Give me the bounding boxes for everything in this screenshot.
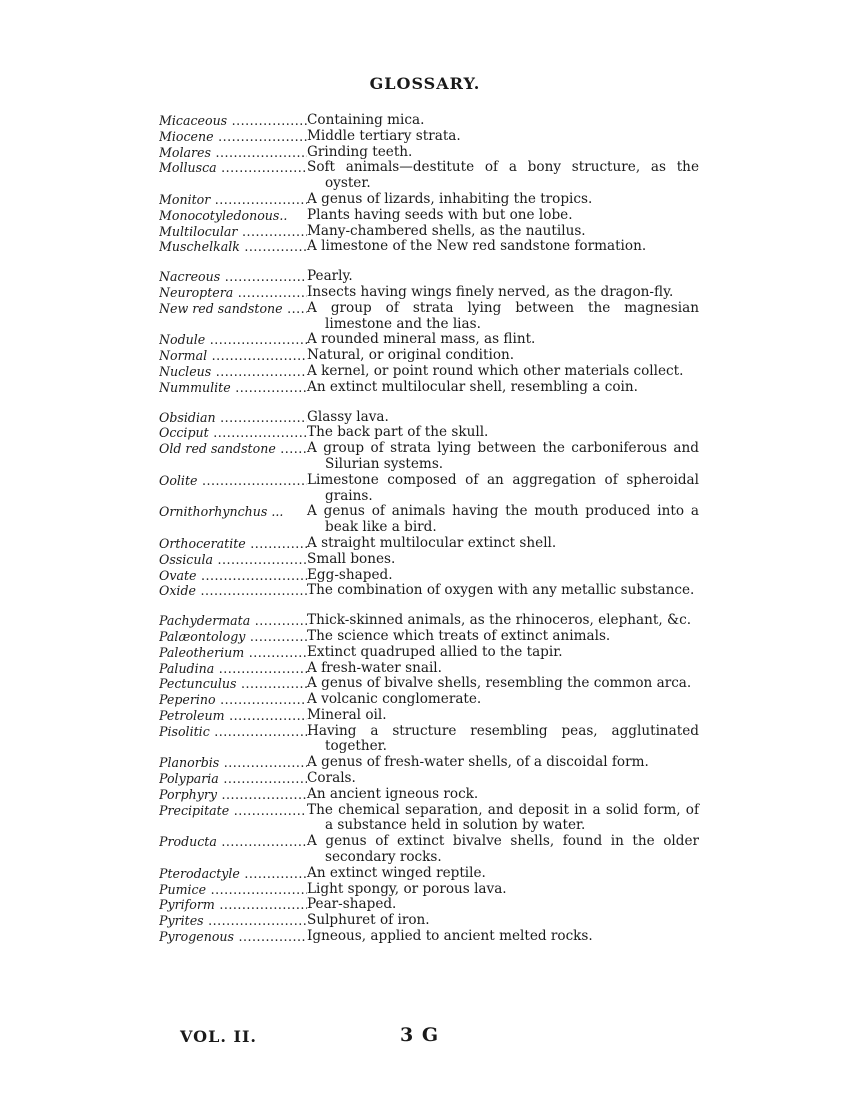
volume-label: VOL. II. bbox=[180, 1027, 257, 1046]
glossary-term: Peperino ..... bbox=[159, 692, 307, 708]
glossary-term: Nacreous ..... bbox=[159, 269, 307, 285]
glossary-definition: Many-chambered shells, as the nautilus. bbox=[307, 222, 586, 239]
glossary-definition: Mineral oil. bbox=[307, 706, 387, 723]
glossary-definition: Glassy lava. bbox=[307, 408, 389, 425]
glossary-term: Nucleus ..... bbox=[159, 364, 307, 380]
glossary-entry bbox=[159, 129, 699, 145]
glossary-definition: A fresh-water snail. bbox=[307, 659, 442, 676]
glossary-definition: Plants having seeds with but one lobe. bbox=[307, 206, 573, 223]
glossary-entry bbox=[159, 301, 699, 333]
glossary-entry bbox=[159, 113, 699, 129]
glossary-entry bbox=[159, 897, 699, 913]
glossary-entry bbox=[159, 645, 699, 661]
glossary-term: Molares ..... bbox=[159, 145, 307, 161]
glossary-term: Monocotyledonous.. bbox=[159, 207, 288, 223]
glossary-term: Petroleum ..... bbox=[159, 708, 307, 724]
glossary-entry bbox=[159, 803, 699, 835]
glossary-term: Pectunculus ..... bbox=[159, 676, 307, 692]
page-title: GLOSSARY. bbox=[369, 74, 481, 93]
glossary-entry bbox=[159, 866, 699, 882]
glossary-entry bbox=[159, 285, 699, 301]
glossary-term: Paleotherium ..... bbox=[159, 645, 307, 661]
glossary-entry bbox=[159, 536, 699, 552]
glossary-definition: A genus of bivalve shells, resembling the common arca. bbox=[307, 675, 692, 692]
glossary-definition: An extinct winged reptile. bbox=[307, 864, 486, 881]
glossary-entry bbox=[159, 160, 699, 192]
glossary-entry bbox=[159, 380, 699, 396]
glossary-term: Mollusca ..... bbox=[159, 160, 307, 176]
glossary-definition: The science which treats of extinct animals. bbox=[307, 627, 611, 644]
glossary-definition: The back part of the skull. bbox=[307, 424, 489, 441]
glossary-entry bbox=[159, 913, 699, 929]
glossary-term: Pumice ..... bbox=[159, 882, 307, 898]
glossary-definition: The chemical separation, and deposit in a solid form, of a substance held in solution by water. bbox=[307, 801, 699, 834]
glossary-entry bbox=[159, 410, 699, 426]
glossary-term: Nummulite ..... bbox=[159, 380, 307, 396]
glossary-list bbox=[159, 113, 699, 959]
glossary-entry bbox=[159, 504, 699, 536]
glossary-term: Oxide ..... bbox=[159, 583, 307, 599]
glossary-definition: An extinct multilocular shell, resembling a coin. bbox=[307, 378, 638, 395]
glossary-term: Normal ..... bbox=[159, 348, 307, 364]
glossary-definition: A genus of fresh-water shells, of a discoidal form. bbox=[307, 754, 649, 771]
glossary-entry bbox=[159, 269, 699, 285]
glossary-entry bbox=[159, 882, 699, 898]
glossary-term: Precipitate ..... bbox=[159, 803, 307, 819]
glossary-entry bbox=[159, 192, 699, 208]
glossary-entry bbox=[159, 348, 699, 364]
glossary-term: Ossicula ..... bbox=[159, 552, 307, 568]
glossary-definition: Pear-shaped. bbox=[307, 896, 397, 913]
glossary-term: Miocene ..... bbox=[159, 129, 307, 145]
glossary-term: Multilocular ..... bbox=[159, 224, 307, 240]
glossary-definition: A limestone of the New red sandstone formation. bbox=[307, 238, 647, 255]
glossary-term: Ornithorhynchus ... bbox=[159, 504, 284, 520]
glossary-entry bbox=[159, 692, 699, 708]
glossary-entry bbox=[159, 145, 699, 161]
glossary-entry bbox=[159, 771, 699, 787]
glossary-definition: Extinct quadruped allied to the tapir. bbox=[307, 643, 563, 660]
glossary-entry bbox=[159, 208, 699, 224]
glossary-term: Pisolitic ..... bbox=[159, 724, 307, 740]
glossary-definition: A group of strata lying between the carboniferous and Silurian systems. bbox=[307, 440, 699, 472]
glossary-section bbox=[159, 613, 699, 945]
glossary-entry bbox=[159, 568, 699, 584]
glossary-entry bbox=[159, 364, 699, 380]
signature-mark: 3 G bbox=[400, 1024, 440, 1046]
glossary-entry bbox=[159, 834, 699, 866]
glossary-entry bbox=[159, 441, 699, 473]
glossary-term: Porphyry ..... bbox=[159, 787, 307, 803]
glossary-definition: Corals. bbox=[307, 770, 356, 787]
glossary-entry bbox=[159, 332, 699, 348]
glossary-definition: Middle tertiary strata. bbox=[307, 127, 461, 144]
glossary-entry bbox=[159, 787, 699, 803]
glossary-term: Planorbis ..... bbox=[159, 755, 307, 771]
glossary-definition: Sulphuret of iron. bbox=[307, 912, 430, 929]
glossary-section bbox=[159, 113, 699, 255]
glossary-definition: Pearly. bbox=[307, 268, 353, 285]
glossary-term: Pyrogenous ..... bbox=[159, 929, 307, 945]
glossary-term: Pyrites ..... bbox=[159, 913, 307, 929]
glossary-definition: A rounded mineral mass, as flint. bbox=[307, 331, 536, 348]
glossary-definition: Small bones. bbox=[307, 550, 396, 567]
glossary-definition: Light spongy, or porous lava. bbox=[307, 880, 507, 897]
glossary-definition: Grinding teeth. bbox=[307, 143, 413, 160]
glossary-term: Oolite ..... bbox=[159, 473, 307, 489]
glossary-entry bbox=[159, 613, 699, 629]
glossary-section bbox=[159, 269, 699, 395]
glossary-definition: A straight multilocular extinct shell. bbox=[307, 534, 557, 551]
glossary-entry bbox=[159, 676, 699, 692]
glossary-term: Micaceous ..... bbox=[159, 113, 307, 129]
glossary-definition: A volcanic conglomerate. bbox=[307, 691, 482, 708]
glossary-entry bbox=[159, 708, 699, 724]
glossary-term: Pterodactyle ..... bbox=[159, 866, 307, 882]
glossary-entry bbox=[159, 929, 699, 945]
glossary-term: New red sandstone ..... bbox=[159, 301, 307, 317]
glossary-term: Muschelkalk ..... bbox=[159, 239, 307, 255]
glossary-definition: Soft animals—destitute of a bony structure, as the oyster. bbox=[307, 159, 699, 192]
glossary-term: Monitor ..... bbox=[159, 192, 307, 208]
glossary-definition: A genus of animals having the mouth produced into a beak like a bird. bbox=[307, 503, 699, 536]
glossary-definition: Egg-shaped. bbox=[307, 566, 393, 583]
glossary-entry bbox=[159, 425, 699, 441]
glossary-term: Pachydermata ..... bbox=[159, 613, 307, 629]
glossary-definition: The combination of oxygen with any metallic substance. bbox=[307, 582, 695, 599]
glossary-term: Occiput ..... bbox=[159, 425, 307, 441]
glossary-section bbox=[159, 410, 699, 600]
glossary-entry bbox=[159, 724, 699, 756]
glossary-term: Producta ..... bbox=[159, 834, 307, 850]
glossary-term: Pyriform ..... bbox=[159, 897, 307, 913]
glossary-entry bbox=[159, 629, 699, 645]
glossary-definition: Igneous, applied to ancient melted rocks. bbox=[307, 928, 593, 945]
glossary-entry bbox=[159, 473, 699, 505]
glossary-definition: A group of strata lying between the magnesian limestone and the lias. bbox=[307, 299, 699, 332]
glossary-definition: A genus of lizards, inhabiting the tropics. bbox=[307, 190, 593, 207]
glossary-definition: Limestone composed of an aggregation of spheroidal grains. bbox=[307, 471, 699, 504]
glossary-definition: Having a structure resembling peas, agglutinated together. bbox=[307, 722, 699, 755]
glossary-entry bbox=[159, 224, 699, 240]
glossary-definition: A genus of extinct bivalve shells, found in the older secondary rocks. bbox=[307, 833, 699, 866]
glossary-term: Paludina ..... bbox=[159, 661, 307, 677]
glossary-definition: A kernel, or point round which other materials collect. bbox=[307, 362, 684, 379]
glossary-term: Neuroptera ..... bbox=[159, 285, 307, 301]
glossary-term: Ovate ..... bbox=[159, 568, 307, 584]
glossary-term: Orthoceratite ..... bbox=[159, 536, 307, 552]
glossary-entry bbox=[159, 755, 699, 771]
glossary-term: Polyparia ..... bbox=[159, 771, 307, 787]
glossary-term: Palæontology ..... bbox=[159, 629, 307, 645]
glossary-entry bbox=[159, 239, 699, 255]
glossary-term: Obsidian ..... bbox=[159, 410, 307, 426]
glossary-entry bbox=[159, 661, 699, 677]
glossary-definition: Containing mica. bbox=[307, 112, 425, 128]
glossary-definition: Natural, or original condition. bbox=[307, 347, 515, 364]
glossary-definition: An ancient igneous rock. bbox=[307, 785, 479, 802]
glossary-term: Old red sandstone ..... bbox=[159, 441, 307, 457]
glossary-term: Nodule ..... bbox=[159, 332, 307, 348]
glossary-definition: Insects having wings finely nerved, as the dragon-fly. bbox=[307, 283, 674, 300]
glossary-definition: Thick-skinned animals, as the rhinoceros, elephant, &c. bbox=[307, 612, 692, 629]
glossary-entry bbox=[159, 583, 699, 599]
glossary-entry bbox=[159, 552, 699, 568]
